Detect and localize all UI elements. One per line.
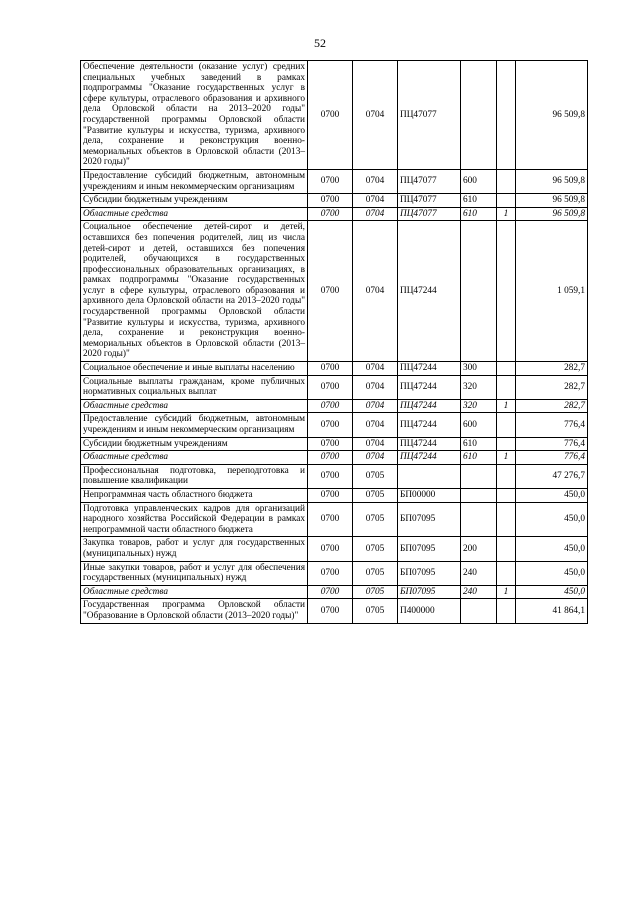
funding-source-cell [497, 502, 516, 537]
expense-type-cell: 300 [461, 362, 497, 376]
table-row [81, 207, 588, 221]
target-article-cell: ПЦ47244 [398, 375, 461, 399]
amount-cell: 450,0 [516, 488, 588, 502]
funding-source-cell [497, 194, 516, 208]
subsection-code-cell: 0704 [353, 169, 398, 193]
description-cell: Иные закупки товаров, работ и услуг для обеспечения государственных (муниципальных) нужд [81, 561, 308, 585]
funding-source-cell [497, 413, 516, 437]
table-row [81, 537, 588, 561]
funding-source-cell [497, 221, 516, 362]
expense-type-cell: 600 [461, 169, 497, 193]
subsection-code-cell: 0704 [353, 437, 398, 451]
funding-source-cell [497, 437, 516, 451]
description-cell: Профессиональная подготовка, переподготовка и повышение квалификации [81, 464, 308, 488]
section-code-cell: 0700 [308, 451, 353, 465]
amount-cell: 776,4 [516, 413, 588, 437]
subsection-code-cell: 0705 [353, 561, 398, 585]
subsection-code-cell: 0705 [353, 502, 398, 537]
section-code-cell: 0700 [308, 375, 353, 399]
expense-type-cell [461, 221, 497, 362]
funding-source-cell [497, 537, 516, 561]
expense-type-cell: 610 [461, 437, 497, 451]
page-number: 52 [314, 36, 326, 50]
funding-source-cell [497, 488, 516, 502]
subsection-code-cell: 0705 [353, 537, 398, 561]
section-code-cell: 0700 [308, 169, 353, 193]
budget-table [80, 60, 588, 624]
description-cell: Социальное обеспечение и иные выплаты населению [81, 362, 308, 376]
expense-type-cell: 240 [461, 561, 497, 585]
table-row [81, 585, 588, 599]
expense-type-cell [461, 599, 497, 623]
table-row [81, 194, 588, 208]
table-row [81, 61, 588, 170]
funding-source-cell [497, 599, 516, 623]
amount-cell: 776,4 [516, 451, 588, 465]
amount-cell: 96 509,8 [516, 207, 588, 221]
amount-cell: 282,7 [516, 362, 588, 376]
amount-cell: 282,7 [516, 375, 588, 399]
target-article-cell: ПЦ47077 [398, 169, 461, 193]
funding-source-cell: 1 [497, 207, 516, 221]
target-article-cell: ПЦ47244 [398, 221, 461, 362]
section-code-cell: 0700 [308, 437, 353, 451]
section-code-cell: 0700 [308, 362, 353, 376]
table-row [81, 599, 588, 623]
expense-type-cell: 240 [461, 585, 497, 599]
subsection-code-cell: 0704 [353, 451, 398, 465]
subsection-code-cell: 0704 [353, 413, 398, 437]
subsection-code-cell: 0704 [353, 194, 398, 208]
table-body [81, 61, 588, 624]
table-row [81, 561, 588, 585]
target-article-cell: БП07095 [398, 585, 461, 599]
section-code-cell: 0700 [308, 221, 353, 362]
target-article-cell: БП07095 [398, 561, 461, 585]
section-code-cell: 0700 [308, 207, 353, 221]
description-cell: Областные средства [81, 451, 308, 465]
expense-type-cell [461, 502, 497, 537]
amount-cell: 96 509,8 [516, 169, 588, 193]
funding-source-cell: 1 [497, 451, 516, 465]
table-row [81, 169, 588, 193]
funding-source-cell: 1 [497, 585, 516, 599]
description-cell: Областные средства [81, 207, 308, 221]
description-cell: Субсидии бюджетным учреждениям [81, 194, 308, 208]
funding-source-cell [497, 561, 516, 585]
section-code-cell: 0700 [308, 585, 353, 599]
expense-type-cell [461, 488, 497, 502]
target-article-cell: БП07095 [398, 502, 461, 537]
expense-type-cell: 320 [461, 399, 497, 413]
description-cell: Областные средства [81, 399, 308, 413]
table-row [81, 375, 588, 399]
amount-cell: 1 059,1 [516, 221, 588, 362]
funding-source-cell [497, 169, 516, 193]
description-cell: Социальное обеспечение детей-сирот и детей, оставшихся без попечения родителей, лиц из числа детей-сирот и детей, оставшихся без попечения родителей, обучающихся в государственных профессиональных образовательных организациях, в рамках подпрограммы "Оказание государственных услуг в сфере культуры, отраслевого образования и архивного дела Орловской области на 2013–2020 годы" государственной программы Орловской области "Развитие культуры и искусства, туризма, архивного дела, сохранение и реконструкция военно-мемориальных объектов в Орловской области (2013–2020 годы)" [81, 221, 308, 362]
amount-cell: 96 509,8 [516, 61, 588, 170]
description-cell: Субсидии бюджетным учреждениям [81, 437, 308, 451]
expense-type-cell [461, 61, 497, 170]
subsection-code-cell: 0705 [353, 488, 398, 502]
target-article-cell: ПЦ47077 [398, 194, 461, 208]
description-cell: Предоставление субсидий бюджетным, автономным учреждениям и иным некоммерческим организациям [81, 169, 308, 193]
amount-cell: 47 276,7 [516, 464, 588, 488]
subsection-code-cell: 0705 [353, 464, 398, 488]
funding-source-cell [497, 362, 516, 376]
description-cell: Государственная программа Орловской области "Образование в Орловской области (2013–2020 годы)" [81, 599, 308, 623]
funding-source-cell [497, 61, 516, 170]
section-code-cell: 0700 [308, 61, 353, 170]
section-code-cell: 0700 [308, 561, 353, 585]
description-cell: Непрограммная часть областного бюджета [81, 488, 308, 502]
amount-cell: 96 509,8 [516, 194, 588, 208]
section-code-cell: 0700 [308, 194, 353, 208]
target-article-cell: ПЦ47077 [398, 207, 461, 221]
subsection-code-cell: 0704 [353, 207, 398, 221]
target-article-cell: ПЦ47244 [398, 451, 461, 465]
description-cell: Предоставление субсидий бюджетным, автономным учреждениям и иным некоммерческим организациям [81, 413, 308, 437]
subsection-code-cell: 0705 [353, 599, 398, 623]
subsection-code-cell: 0705 [353, 585, 398, 599]
subsection-code-cell: 0704 [353, 399, 398, 413]
description-cell: Областные средства [81, 585, 308, 599]
table-row [81, 502, 588, 537]
description-cell: Подготовка управленческих кадров для организаций народного хозяйства Российской Федерации в рамках непрограммной части областного бюджета [81, 502, 308, 537]
subsection-code-cell: 0704 [353, 61, 398, 170]
target-article-cell: ПЦ47244 [398, 399, 461, 413]
expense-type-cell: 320 [461, 375, 497, 399]
funding-source-cell [497, 375, 516, 399]
expense-type-cell: 600 [461, 413, 497, 437]
section-code-cell: 0700 [308, 399, 353, 413]
target-article-cell: ПЦ47244 [398, 413, 461, 437]
expense-type-cell: 200 [461, 537, 497, 561]
table-row [81, 399, 588, 413]
subsection-code-cell: 0704 [353, 362, 398, 376]
expense-type-cell: 610 [461, 194, 497, 208]
target-article-cell: ПЦ47244 [398, 437, 461, 451]
amount-cell: 41 864,1 [516, 599, 588, 623]
amount-cell: 450,0 [516, 502, 588, 537]
table-row [81, 464, 588, 488]
amount-cell: 282,7 [516, 399, 588, 413]
target-article-cell: П400000 [398, 599, 461, 623]
target-article-cell: БП07095 [398, 537, 461, 561]
subsection-code-cell: 0704 [353, 221, 398, 362]
amount-cell: 776,4 [516, 437, 588, 451]
subsection-code-cell: 0704 [353, 375, 398, 399]
expense-type-cell: 610 [461, 207, 497, 221]
expense-type-cell: 610 [461, 451, 497, 465]
funding-source-cell [497, 464, 516, 488]
expense-type-cell [461, 464, 497, 488]
target-article-cell [398, 464, 461, 488]
table-row [81, 362, 588, 376]
description-cell: Обеспечение деятельности (оказание услуг) средних специальных учебных заведений в рамках подпрограммы "Оказание государственных услуг в сфере культуры, отраслевого образования и архивного дела Орловской области на 2013–2020 годы" государственной программы Орловской области "Развитие культуры и искусства, туризма, архивного дела, сохранение и реконструкция военно-мемориальных объектов в Орловской области (2013–2020 годы)" [81, 61, 308, 170]
description-cell: Закупка товаров, работ и услуг для государственных (муниципальных) нужд [81, 537, 308, 561]
amount-cell: 450,0 [516, 561, 588, 585]
section-code-cell: 0700 [308, 413, 353, 437]
section-code-cell: 0700 [308, 599, 353, 623]
target-article-cell: ПЦ47077 [398, 61, 461, 170]
table-row [81, 437, 588, 451]
funding-source-cell: 1 [497, 399, 516, 413]
target-article-cell: ПЦ47244 [398, 362, 461, 376]
table-row [81, 488, 588, 502]
description-cell: Социальные выплаты гражданам, кроме публичных нормативных социальных выплат [81, 375, 308, 399]
table-row [81, 413, 588, 437]
section-code-cell: 0700 [308, 502, 353, 537]
target-article-cell: БП00000 [398, 488, 461, 502]
amount-cell: 450,0 [516, 585, 588, 599]
table-row [81, 451, 588, 465]
section-code-cell: 0700 [308, 488, 353, 502]
table-row [81, 221, 588, 362]
section-code-cell: 0700 [308, 537, 353, 561]
section-code-cell: 0700 [308, 464, 353, 488]
amount-cell: 450,0 [516, 537, 588, 561]
